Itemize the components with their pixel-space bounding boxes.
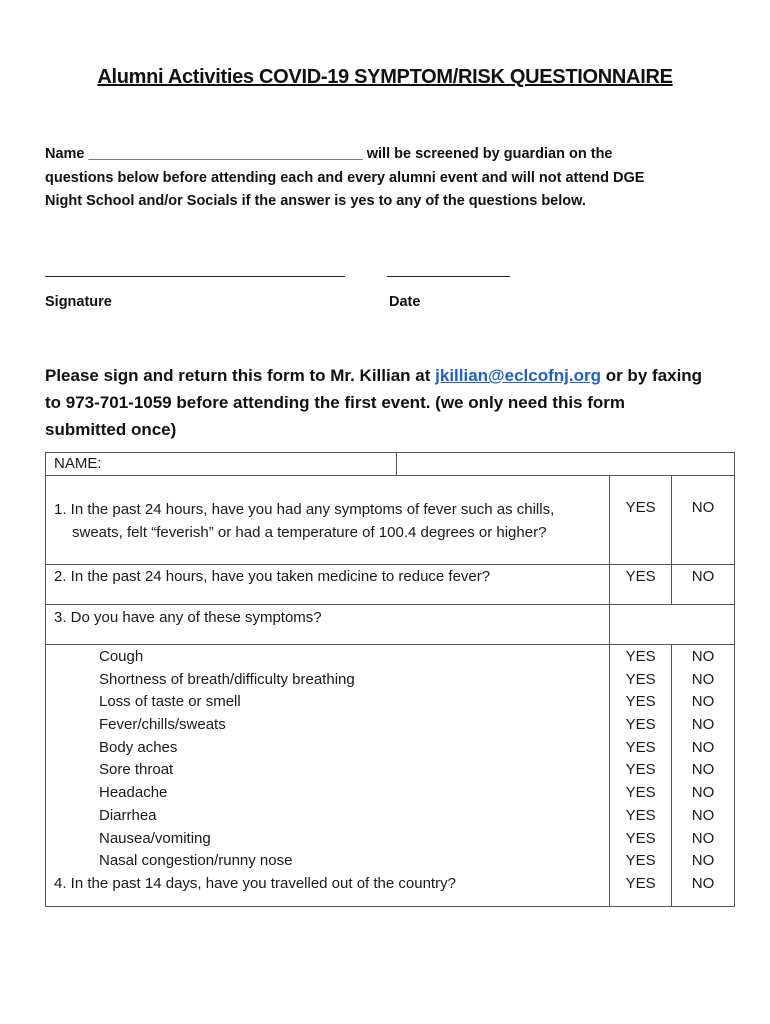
symptom-no-option[interactable]: NO xyxy=(691,761,715,779)
question-3-blank xyxy=(610,605,735,645)
instructions-text-3: to 973-701-1059 before attending the first event. (we only need this form xyxy=(45,393,626,412)
name-entry-cell[interactable] xyxy=(396,453,735,476)
question-1: 1. In the past 24 hours, have you had any symptoms of fever such as chills, sweats, felt “feverish” or had a temperature of 100.4 degrees or higher? xyxy=(46,476,610,565)
instructions-paragraph xyxy=(45,362,735,443)
symptom-yes-option[interactable]: YES xyxy=(625,761,656,779)
symptom-yes-option[interactable]: YES xyxy=(625,784,656,802)
question-2-no[interactable]: NO xyxy=(672,565,735,605)
symptom-item: Nausea/vomiting xyxy=(99,829,211,847)
symptom-no-option[interactable]: NO xyxy=(691,716,715,734)
intro-text-2: questions below before attending each and every alumni event and will not attend DGE xyxy=(45,169,645,186)
symptom-yes-option[interactable]: YES xyxy=(625,670,656,688)
symptom-item: Nasal congestion/runny nose xyxy=(99,852,293,870)
signature-label: Signature xyxy=(45,294,112,310)
question-1-no[interactable]: NO xyxy=(672,476,735,565)
question-2-row xyxy=(46,565,735,605)
symptom-item: Headache xyxy=(99,784,168,802)
symptom-yes-option[interactable]: YES xyxy=(625,829,656,847)
question-4-yes[interactable]: YES xyxy=(625,874,656,892)
symptom-item: Sore throat xyxy=(99,761,174,779)
email-link[interactable]: jkillian@eclcofnj.org xyxy=(435,366,601,385)
symptom-item: Loss of taste or smell xyxy=(99,693,241,711)
symptom-item: Diarrhea xyxy=(99,806,157,824)
question-1-yes[interactable]: YES xyxy=(610,476,672,565)
question-1-row xyxy=(46,476,735,565)
intro-text-1: will be screened by guardian on the xyxy=(362,146,613,162)
name-label: Name xyxy=(45,146,85,162)
symptom-yes-option[interactable]: YES xyxy=(625,693,656,711)
form-title: Alumni Activities COVID-19 SYMPTOM/RISK QUESTIONNAIRE xyxy=(97,66,673,88)
instructions-text-4: submitted once) xyxy=(45,420,177,439)
symptom-no-option[interactable]: NO xyxy=(691,693,715,711)
symptom-item: Cough xyxy=(99,648,144,665)
question-4-no[interactable]: NO xyxy=(691,874,715,892)
signature-line[interactable] xyxy=(45,262,345,277)
symptom-yes-option[interactable]: YES xyxy=(625,806,656,824)
symptom-no-option[interactable]: NO xyxy=(691,738,715,756)
name-blank[interactable]: __________________________________ xyxy=(88,146,363,162)
symptom-yes-option[interactable]: YES xyxy=(625,716,656,734)
intro-paragraph xyxy=(45,143,725,214)
symptom-yes-option[interactable]: YES xyxy=(625,648,656,665)
intro-text-3: Night School and/or Socials if the answer is yes to any of the questions below. xyxy=(45,193,586,209)
date-label: Date xyxy=(389,294,421,310)
question-4: 4. In the past 14 days, have you travelled out of the country? xyxy=(54,874,456,892)
question-3: 3. Do you have any of these symptoms? xyxy=(46,605,610,645)
question-2-yes[interactable]: YES xyxy=(610,565,672,605)
symptom-no-option[interactable]: NO xyxy=(691,670,715,688)
symptom-list xyxy=(46,645,610,907)
symptom-no-option[interactable]: NO xyxy=(691,852,715,870)
symptom-no-option[interactable]: NO xyxy=(691,784,715,802)
instructions-text-1: Please sign and return this form to Mr. Killian at xyxy=(45,366,436,385)
symptoms-block xyxy=(46,645,735,907)
symptom-yes-column xyxy=(610,645,672,907)
instructions-text-2: or by faxing xyxy=(600,366,703,385)
name-row xyxy=(46,453,735,476)
symptom-item: Shortness of breath/difficulty breathing xyxy=(99,670,355,688)
symptom-no-option[interactable]: NO xyxy=(691,829,715,847)
symptom-no-option[interactable]: NO xyxy=(691,648,715,665)
date-line[interactable] xyxy=(387,262,510,277)
symptom-no-option[interactable]: NO xyxy=(691,806,715,824)
symptom-yes-option[interactable]: YES xyxy=(625,852,656,870)
name-row-label: NAME: xyxy=(46,453,397,476)
symptom-no-column xyxy=(672,645,735,907)
symptom-yes-option[interactable]: YES xyxy=(625,738,656,756)
question-2: 2. In the past 24 hours, have you taken medicine to reduce fever? xyxy=(46,565,610,605)
symptom-item: Body aches xyxy=(99,738,178,756)
question-3-row xyxy=(46,605,735,645)
questionnaire-table xyxy=(45,452,735,907)
symptom-item: Fever/chills/sweats xyxy=(99,716,226,734)
